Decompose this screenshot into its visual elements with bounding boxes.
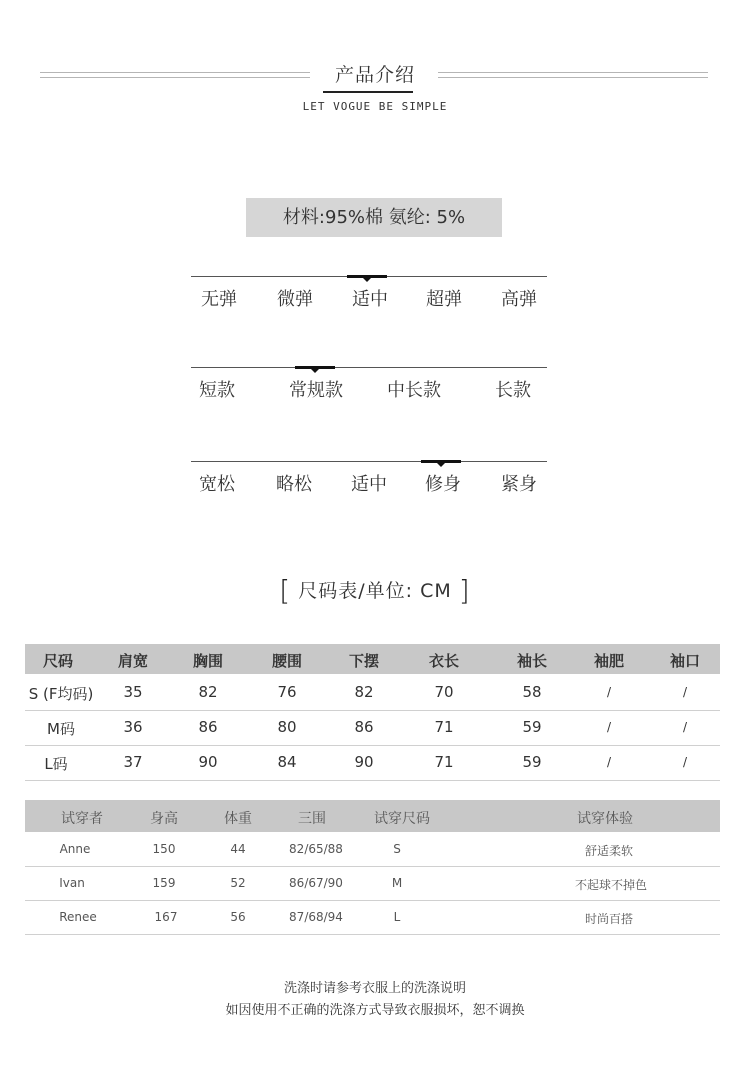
table-cell: 86 [198, 718, 218, 736]
page-subtitle: LET VOGUE BE SIMPLE [302, 100, 448, 113]
table-cell: 86 [354, 718, 374, 736]
header-cell: 下摆 [348, 652, 380, 670]
header-cell: 尺码 [42, 652, 74, 670]
table-cell: S (F均码) [28, 685, 94, 703]
table-cell: 82/65/88 [289, 842, 343, 856]
table-cell: 90 [198, 753, 218, 771]
table-row [25, 833, 720, 867]
size-table-title [0, 574, 750, 607]
table-cell: / [606, 685, 612, 699]
table-cell: / [606, 755, 612, 769]
table-cell: / [682, 685, 688, 699]
scale-option-selected: 修身 [425, 474, 461, 495]
header-cell: 身高 [150, 811, 178, 827]
material-label: 材料:95%棉 氨纶: 5% [246, 198, 502, 237]
table-cell: 76 [277, 683, 297, 701]
scale-option: 微弹 [277, 289, 313, 310]
table-cell: 36 [123, 718, 143, 736]
table-cell: M [391, 876, 403, 890]
scale-line [191, 461, 547, 462]
table-cell: 舒适柔软 [584, 844, 634, 858]
scale-option: 中长款 [387, 380, 441, 401]
table-cell: M码 [47, 720, 75, 738]
scale-option: 紧身 [501, 474, 537, 495]
table-cell: 不起球不掉色 [574, 878, 648, 892]
table-cell: L [393, 910, 401, 924]
wash-note-line2: 如因使用不正确的洗涤方式导致衣服损坏，恕不调换 [225, 1003, 525, 1018]
scale-option: 无弹 [201, 289, 237, 310]
table-cell: 86/67/90 [289, 876, 343, 890]
table-cell: 52 [230, 876, 246, 890]
scale-option: 高弹 [501, 289, 537, 310]
table-cell: 84 [277, 753, 297, 771]
table-cell: 59 [522, 753, 542, 771]
scale-option: 宽松 [199, 474, 235, 495]
table-cell: 82 [354, 683, 374, 701]
table-cell: 80 [277, 718, 297, 736]
size-table-header [25, 644, 720, 674]
table-cell: L码 [44, 755, 68, 773]
scale-option: 略松 [276, 474, 312, 495]
table-cell: 82 [198, 683, 218, 701]
table-cell: 59 [522, 718, 542, 736]
table-cell: / [682, 755, 688, 769]
table-row [25, 745, 720, 781]
table-cell: Anne [59, 842, 91, 856]
header-cell: 袖肥 [593, 652, 625, 670]
header-cell: 试穿体验 [577, 811, 633, 827]
table-cell: 37 [123, 753, 143, 771]
table-cell: / [606, 720, 612, 734]
table-row [25, 675, 720, 711]
page-title: 产品介绍 [334, 64, 415, 86]
header-cell: 试穿者 [61, 811, 103, 827]
table-cell: 159 [152, 876, 176, 890]
header-cell: 袖长 [516, 652, 548, 670]
table-cell: S [393, 842, 401, 856]
table-cell: 167 [154, 910, 178, 924]
wash-note-line1: 洗涤时请参考衣服上的洗涤说明 [283, 981, 466, 996]
scale-marker [347, 275, 387, 278]
scale-option: 短款 [199, 380, 235, 401]
table-row [25, 867, 720, 901]
header-cell: 肩宽 [117, 652, 149, 670]
header-cell: 三围 [298, 811, 326, 827]
header-cell: 袖口 [669, 652, 701, 670]
header-cell: 试穿尺码 [374, 811, 430, 827]
table-cell: 44 [230, 842, 246, 856]
scale-option: 超弹 [426, 289, 462, 310]
table-cell: 70 [434, 683, 454, 701]
title-underline [323, 91, 413, 93]
header-cell: 衣长 [428, 652, 460, 670]
table-row [25, 710, 720, 746]
scale-option: 适中 [351, 474, 387, 495]
scale-line [191, 367, 547, 368]
table-cell: 35 [123, 683, 143, 701]
table-cell: 87/68/94 [289, 910, 343, 924]
table-cell: 90 [354, 753, 374, 771]
bracket-open: [ [279, 574, 292, 607]
scale-marker [295, 366, 335, 369]
header-cell: 腰围 [271, 652, 303, 670]
scale-option: 长款 [495, 380, 531, 401]
table-cell: 56 [230, 910, 246, 924]
table-cell: Ivan [59, 876, 85, 890]
header-cell: 体重 [224, 811, 252, 827]
scale-option-selected: 适中 [352, 289, 388, 310]
size-table-title-text: 尺码表/单位: CM [298, 580, 452, 602]
tryon-table [25, 800, 720, 934]
scale-marker [421, 460, 461, 463]
header-cell: 胸围 [192, 652, 224, 670]
table-row [25, 901, 720, 935]
table-cell: 时尚百搭 [584, 912, 634, 926]
size-table [25, 644, 720, 779]
table-cell: 150 [152, 842, 176, 856]
table-cell: / [682, 720, 688, 734]
table-cell: 71 [434, 718, 454, 736]
tryon-table-header [25, 800, 720, 832]
table-cell: Renee [59, 910, 97, 924]
table-cell: 71 [434, 753, 454, 771]
bracket-close: ] [458, 574, 471, 607]
scale-option-selected: 常规款 [289, 380, 343, 401]
table-cell: 58 [522, 683, 542, 701]
